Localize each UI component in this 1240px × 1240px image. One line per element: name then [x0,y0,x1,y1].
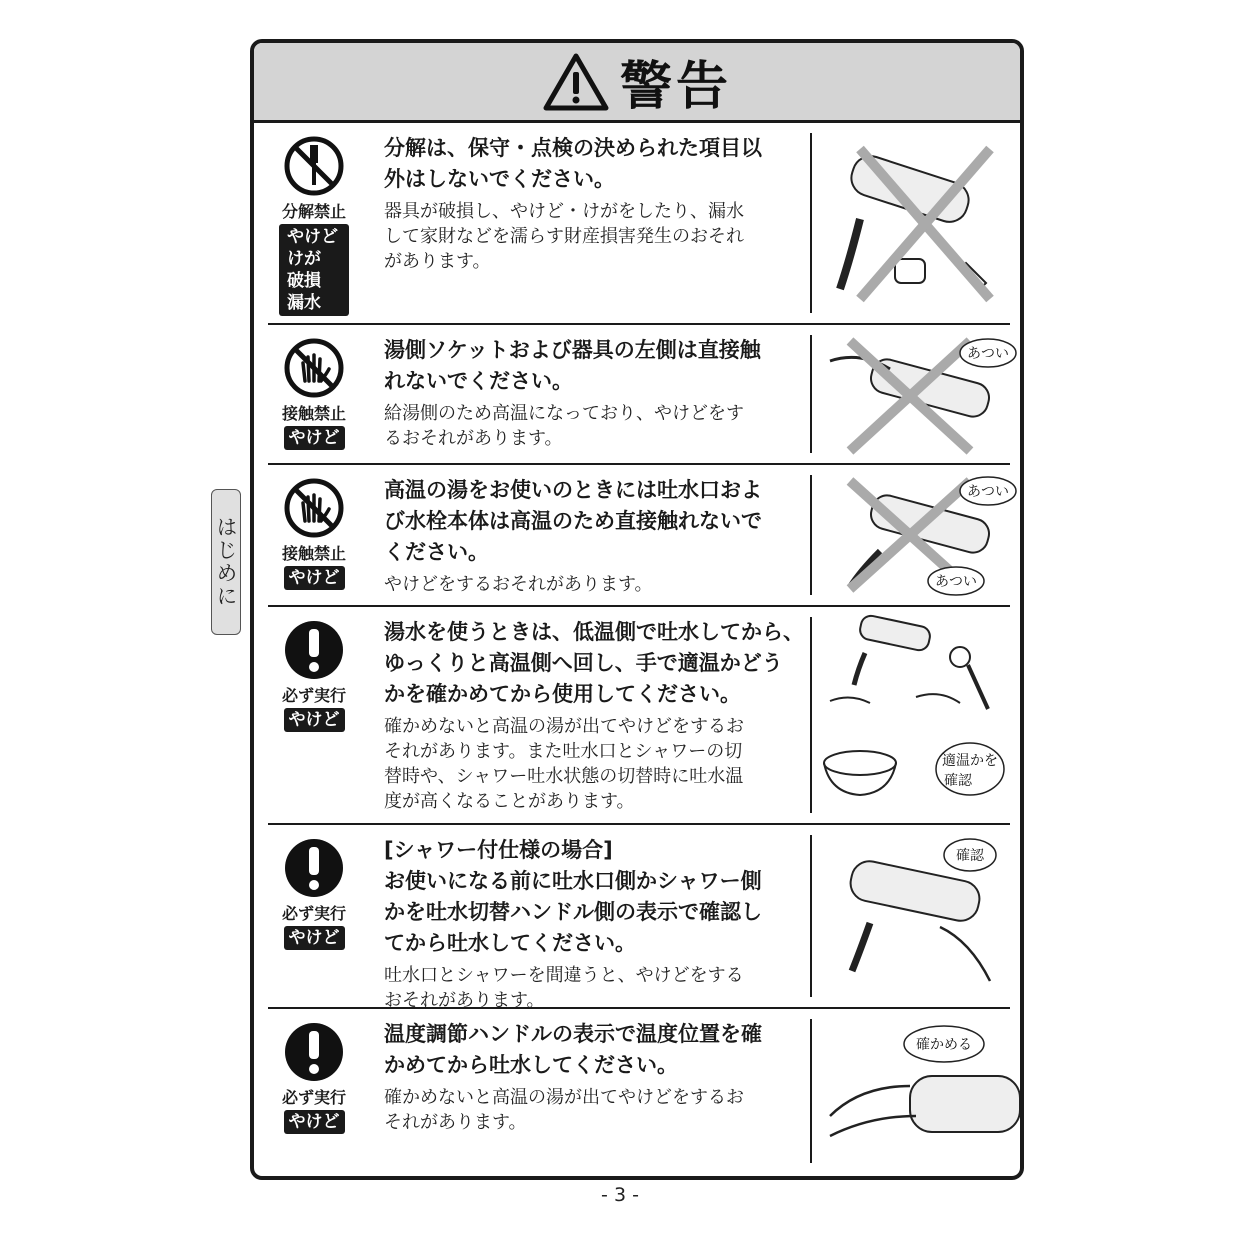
callout-hot-top: あつい [967,484,1009,500]
hazard-badge: やけど [284,1110,345,1134]
mandatory-action-icon [283,837,345,899]
callout-hot-bottom: あつい [935,574,977,590]
warning-heading: 湯側ソケットおよび器具の左側は直接触 れないでください。 [384,338,761,393]
hot-body-illustration [820,471,1020,599]
divider [810,1019,812,1163]
warning-body: 確かめないと高温の湯が出てやけどをするお それがあります。 [384,1087,744,1133]
hazard-badge: やけど [284,926,345,950]
hazard-badge: やけど [284,426,345,450]
warning-body: 器具が破損し、やけど・けがをしたり、漏水 して家財などを濡らす財産損害発生のおそれ があります。 [384,201,744,272]
warning-triangle-icon [542,52,610,112]
callout-hot: あつい [967,346,1009,362]
hazard-badge: やけど [284,566,345,590]
warning-row-hot-body [268,465,1010,607]
symbol-label: 接触禁止 [281,404,346,423]
symbol-label: 分解禁止 [281,202,346,221]
warning-row-disassembly [268,123,1010,325]
callout-confirm: 確認 [956,848,984,864]
temperature-check-illustration [820,613,1020,817]
warning-body: 給湯側のため高温になっており、やけどをす るおそれがあります。 [384,403,744,449]
hot-socket-illustration [820,331,1020,457]
side-tab-label: はじめに [214,516,238,608]
warning-body: やけどをするおそれがあります。 [384,574,653,595]
warning-header [254,43,1020,123]
no-touch-icon [283,477,345,539]
divider [810,617,812,813]
warning-title: 警告 [619,57,732,117]
divider [810,475,812,595]
warning-heading: 湯水を使うときは、低温側で吐水してから、 ゆっくりと高温側へ回し、手で適温かどう かを確かめてから使用してください。 [384,620,804,706]
hazard-badge: やけど [284,708,345,732]
no-disassembly-icon [283,135,345,197]
page-number: - 3 - [601,1184,639,1206]
symbol-label: 必ず実行 [281,1088,346,1107]
warning-heading: 高温の湯をお使いのときには吐水口およ び水栓本体は高温のため直接触れないで ください。 [384,478,762,564]
shower-switch-illustration [820,831,1020,1001]
warning-row-shower-check [268,825,1010,1009]
warning-body: 吐水口とシャワーを間違うと、やけどをする おそれがあります。 [384,965,744,1011]
symbol-label: 接触禁止 [281,544,346,563]
temperature-handle-illustration [820,1015,1020,1167]
callout-check-line2: 確認 [944,773,972,789]
warning-row-temperature-check [268,607,1010,825]
warning-heading: 温度調節ハンドルの表示で温度位置を確 かめてから吐水してください。 [384,1022,762,1077]
side-tab-introduction[interactable] [211,489,241,635]
hazard-badge: やけど けが 破損 漏水 [279,224,349,316]
warning-panel [250,39,1024,1180]
symbol-label: 必ず実行 [281,686,346,705]
mandatory-action-icon [283,1021,345,1083]
mandatory-action-icon [283,619,345,681]
faucet-disassembly-illustration [820,129,1020,317]
warning-heading: 分解は、保守・点検の決められた項目以 外はしないでください。 [384,136,762,191]
divider [810,835,812,997]
divider [810,335,812,453]
warning-body: 確かめないと高温の湯が出てやけどをするお それがあります。また吐水口とシャワーの切 替時や、シャワー吐水状態の切替時に吐水温 度が高くなることがあります。 [384,716,744,812]
warning-heading: [シャワー付仕様の場合] お使いになる前に吐水口側かシャワー側 かを吐水切替ハンドル側の表示で確認し てから吐水してください。 [384,838,762,955]
symbol-label: 必ず実行 [281,904,346,923]
warning-row-temperature-position [268,1009,1010,1173]
callout-verify: 確かめる [916,1037,972,1053]
no-touch-icon [283,337,345,399]
callout-check-line1: 適温かを [942,753,998,769]
divider [810,133,812,313]
warning-row-hot-socket [268,325,1010,465]
